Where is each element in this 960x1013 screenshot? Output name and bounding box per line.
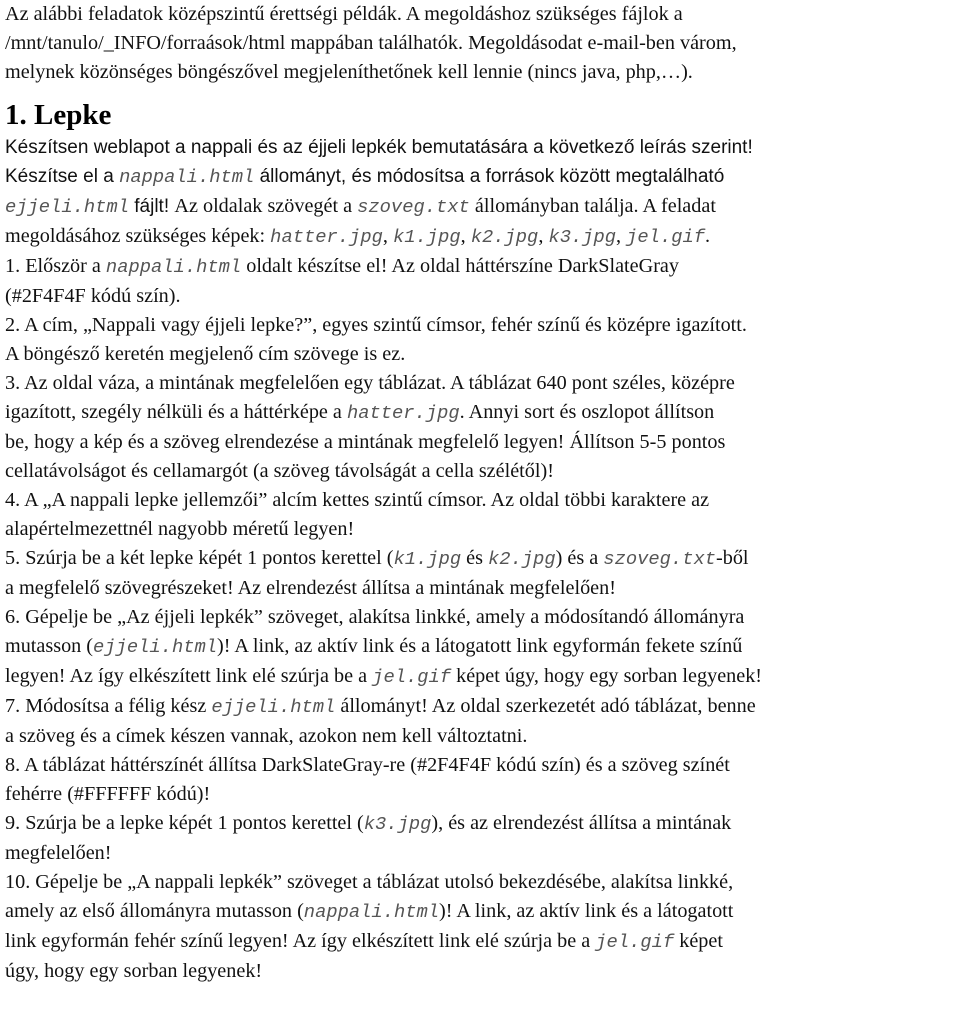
step-text: képet úgy, hogy egy sorban legyenek! <box>451 665 763 687</box>
filename-jel: jel.gif <box>595 931 675 953</box>
filename-hatter: hatter.jpg <box>270 226 383 248</box>
steps-list <box>5 252 960 986</box>
step-line: a szöveg és a címek készen vannak, azokon nem kell változtatni. <box>5 725 528 747</box>
desc-text: Az oldalak szövegét a <box>174 195 358 217</box>
desc-text: fájlt! <box>128 196 175 217</box>
task-heading: 1. Lepke <box>5 99 112 131</box>
step-line <box>5 252 960 282</box>
filename-nappali: nappali.html <box>303 901 440 923</box>
filename-jel: jel.gif <box>626 226 706 248</box>
step-line: a megfelelő szövegrészeket! Az elrendezést állítsa a mintának megfelelően! <box>5 577 616 599</box>
step-line <box>5 398 960 428</box>
separator: , <box>616 225 627 247</box>
step-text: ), és az elrendezést állítsa a mintának <box>431 812 732 834</box>
filename-k1: k1.jpg <box>392 226 461 248</box>
step-text: . Annyi sort és oszlopot állítson <box>459 401 715 423</box>
intro-line: melynek közönséges böngészővel megjeleníthetőnek kell lennie (nincs java, php,…). <box>5 61 693 83</box>
document-page <box>5 0 960 986</box>
desc-line: Készítsen weblapot a nappali és az éjjeli lepkék bemutatására a következő leírás szerint! <box>5 137 753 158</box>
desc-text: Készítse el a <box>5 166 120 187</box>
step-text: 9. Szúrja be a lepke képét 1 pontos kerettel ( <box>5 812 364 834</box>
filename-k3: k3.jpg <box>548 226 617 248</box>
step-line: 2. A cím, „Nappali vagy éjjeli lepke?”, egyes szintű címsor, fehér színű és középre igazított. <box>5 314 747 336</box>
separator: . <box>705 225 711 247</box>
step-line: 10. Gépelje be „A nappali lepkék” szöveget a táblázat utolsó bekezdésébe, alakítsa linkké, <box>5 871 734 893</box>
step-line: úgy, hogy egy sorban legyenek! <box>5 960 263 982</box>
filename-k2: k2.jpg <box>488 548 556 570</box>
filename-k2: k2.jpg <box>470 226 539 248</box>
step-line: 8. A táblázat háttérszínét állítsa DarkSlateGray-re (#2F4F4F kódú szín) és a szöveg színét <box>5 754 730 776</box>
desc-line <box>5 162 960 192</box>
step-text: )! A link, az aktív link és a látogatott link egyformán fekete színű <box>217 635 743 657</box>
step-line <box>5 809 960 839</box>
desc-text: állományban találja. A feladat <box>469 195 716 217</box>
step-line: megfelelően! <box>5 842 112 864</box>
filename-jel: jel.gif <box>372 666 452 688</box>
step-text: )! A link, az aktív link és a látogatott <box>439 900 734 922</box>
separator: , <box>460 225 471 247</box>
filename-k1: k1.jpg <box>393 548 462 570</box>
step-text: -ből <box>716 547 749 569</box>
step-text: és <box>461 547 489 569</box>
step-line <box>5 632 960 662</box>
desc-line <box>5 192 960 222</box>
filename-szoveg: szoveg.txt <box>357 196 470 218</box>
step-line: A böngésző keretén megjelenő cím szövege is ez. <box>5 343 406 365</box>
step-line <box>5 544 960 574</box>
step-line <box>5 897 960 927</box>
step-text: 5. Szúrja be a két lepke képét 1 pontos kerettel ( <box>5 547 394 569</box>
step-line: alapértelmezettnél nagyobb méretű legyen! <box>5 518 355 540</box>
filename-ejjeli: ejjeli.html <box>93 636 218 658</box>
intro-line: /mnt/tanulo/_INFO/forraások/html mappában találhatók. Megoldásodat e-mail-ben várom, <box>5 32 737 54</box>
intro-paragraph <box>5 0 960 87</box>
step-text: igazított, szegély nélküli és a háttérképe a <box>5 401 347 423</box>
step-text: legyen! Az így elkészített link elé szúrja be a <box>5 665 373 687</box>
filename-nappali: nappali.html <box>105 256 242 278</box>
desc-text: megoldásához szükséges képek: <box>5 225 271 247</box>
step-line: cellatávolságot és cellamargót (a szöveg távolságát a cella szélétől)! <box>5 460 554 482</box>
filename-hatter: hatter.jpg <box>346 402 460 424</box>
desc-text: állományt, és módosítsa a források között megtalálható <box>254 166 725 187</box>
filename-ejjeli: ejjeli.html <box>211 696 336 718</box>
separator: , <box>382 225 393 247</box>
step-line <box>5 692 960 722</box>
intro-line: Az alábbi feladatok középszintű érettségi példák. A megoldáshoz szükséges fájlok a <box>5 3 683 25</box>
task-description <box>5 133 960 252</box>
step-text: mutasson ( <box>5 635 94 657</box>
step-line: be, hogy a kép és a szöveg elrendezése a mintának megfelelő legyen! Állítson 5-5 pontos <box>5 431 726 453</box>
filename-ejjeli: ejjeli.html <box>5 196 129 218</box>
step-line: 3. Az oldal váza, a mintának megfelelően egy táblázat. A táblázat 640 pont széles, középre <box>5 372 735 394</box>
step-line: 6. Gépelje be „Az éjjeli lepkék” szöveget, alakítsa linkké, amely a módosítandó állományra <box>5 606 745 628</box>
step-line: fehérre (#FFFFFF kódú)! <box>5 783 211 805</box>
step-text: állományt! Az oldal szerkezetét adó táblázat, benne <box>335 695 756 717</box>
step-line: 4. A „A nappali lepke jellemzői” alcím kettes szintű címsor. Az oldal többi karaktere az <box>5 489 710 511</box>
step-text: amely az első állományra mutasson ( <box>5 900 304 922</box>
step-text: 7. Módosítsa a félig kész <box>5 695 212 717</box>
step-text: 1. Először a <box>5 255 106 277</box>
separator: , <box>538 225 549 247</box>
step-text: link egyformán fehér színű legyen! Az így elkészített link elé szúrja be a <box>5 930 596 952</box>
step-line: (#2F4F4F kódú szín). <box>5 285 181 307</box>
step-line <box>5 662 960 692</box>
step-text: oldalt készítse el! Az oldal háttérszíne DarkSlateGray <box>241 255 679 277</box>
filename-k3: k3.jpg <box>363 813 432 835</box>
step-text: képet <box>674 930 723 952</box>
filename-szoveg: szoveg.txt <box>603 548 717 570</box>
step-text: ) és a <box>555 547 604 569</box>
filename-nappali: nappali.html <box>119 166 255 188</box>
desc-line <box>5 222 960 252</box>
step-line <box>5 927 960 957</box>
